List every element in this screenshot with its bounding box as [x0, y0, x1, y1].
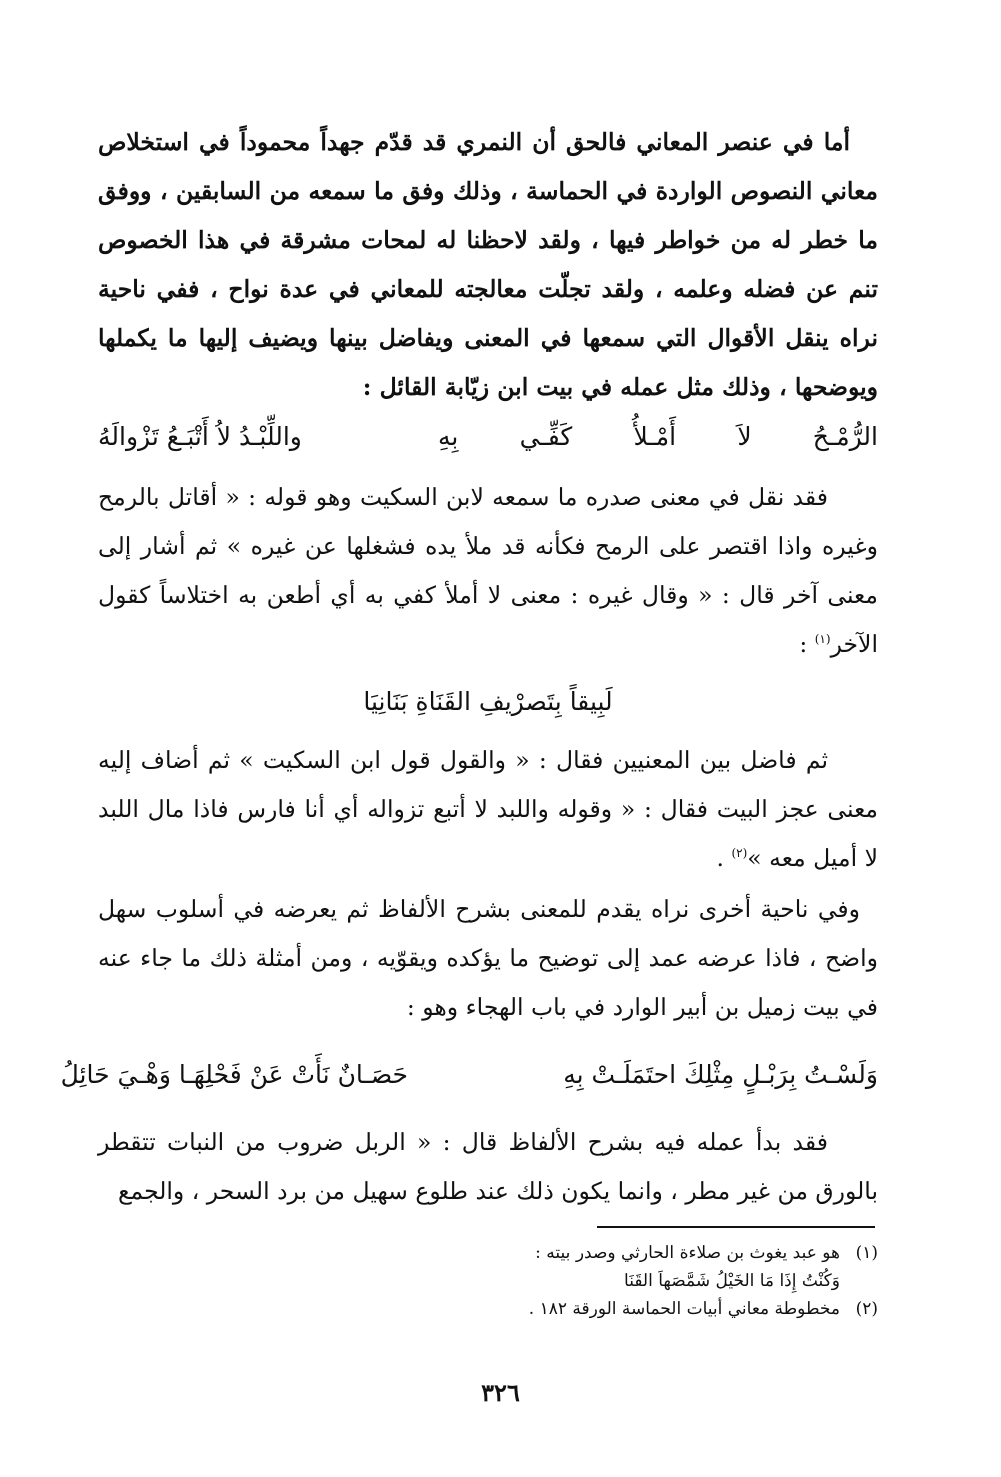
- footnote-2: [300, 1295, 878, 1323]
- verse-2-second-hemistich: حَصَـانٌ نَأَتْ عَنْ فَحْلِهَـا وَهْـيَ حَائِلُ: [60, 1060, 408, 1089]
- paragraph-1: أما في عنصر المعاني فالحق أن النمري قد قدّم جهداً محموداً في استخلاص معاني النصوص الواردة في الحماسة ، وذلك وفق ما سمعه من السابقين ، ووفق ما خطر له من خواطر فيها ، ولقد لاحظنا له لمحات مشرقة في هذا الخصوص تنم عن فضله وعلمه ، ولقد تجلّت معالجته للمعاني في عدة نواح ، ففي ناحية نراه ينقل الأقوال التي سمعها في المعنى ويفاضل بينها ويضيف إليها ما يكملها ويوضحها ، وذلك مثل عمله في بيت ابن زيّابة القائل :: [98, 128, 878, 401]
- verse-1-word: بِهِ: [438, 422, 459, 451]
- verse-1-first-hemistich: [438, 412, 878, 462]
- poem-verse-ibn-zayyaba: [98, 412, 878, 462]
- footnote-1: [300, 1239, 878, 1267]
- verse-1-word: أَمْـلأُ: [633, 422, 677, 451]
- footnote-divider: [597, 1226, 875, 1228]
- verse-1-word: الرُّمْـحُ: [812, 422, 878, 451]
- paragraph-2-text: فقد نقل في معنى صدره ما سمعه لابن السكيت وهو قوله : « أقاتل بالرمح وغيره واذا اقتصر على الرمح فكأنه قد ملأ يده فشغلها عن غيره » ثم أشار إلى معنى آخر قال : « وقال غيره : معنى لا أملأ كفي به أي أطعن به اختلاساً كقول الآخر: [98, 483, 878, 658]
- paragraph-2-end: :: [799, 630, 815, 658]
- verse-1-second-hemistich: واللِّبْـدُ لاُ أَتْبَـعُ تَزْوالَهُ: [98, 422, 302, 451]
- paragraph-4: وفي ناحية أخرى نراه يقدم للمعنى بشرح الألفاظ ثم يعرضه في أسلوب سهل واضح ، فاذا عرضه عمد إلى توضيح ما يؤكده ويقوّيه ، ومن أمثلة ذلك ما جاء عنه في بيت زميل بن أبير الوارد في باب الهجاء وهو :: [98, 895, 878, 1021]
- poem-verse-zumail: [60, 1050, 878, 1100]
- footnotes: [300, 1239, 878, 1323]
- footnote-1-text: هو عبد يغوث بن صلاءة الحارثي وصدر بيته :: [535, 1243, 840, 1263]
- footnote-ref-2: (٢): [731, 846, 748, 861]
- footnote-2-text: مخطوطة معاني أبيات الحماسة الورقة ١٨٢ .: [528, 1299, 840, 1319]
- footnote-1-verse: وَكُنْتُ إِذَا مَا الخَيْلُ شَمَّصَهاَ القَنَا: [624, 1271, 840, 1291]
- footnote-ref-1: (١): [814, 632, 831, 647]
- paragraph-2: [98, 473, 878, 669]
- paragraph-3-end: .: [716, 844, 732, 872]
- paragraph-5: فقد بدأ عمله فيه بشرح الألفاظ قال : « الربل ضروب من النبات تتقطر بالورق من غير مطر ، وانما يكون ذلك عند طلوع سهيل من برد السحر ، والجمع: [98, 1128, 878, 1205]
- paragraph-3: [98, 736, 878, 883]
- page-number: ٣٢٦: [481, 1378, 520, 1407]
- footnote-1-number: (١): [855, 1243, 878, 1263]
- paragraph-3-text: ثم فاضل بين المعنيين فقال : « والقول قول ابن السكيت » ثم أضاف إليه معنى عجز البيت فقال : « وقوله واللبد لا أتبع تزواله أي أنا فارس فاذا مال اللبد لا أميل معه »: [98, 746, 878, 872]
- verse-1-word: كَفِّـي: [519, 422, 573, 451]
- verse-2-first-hemistich: وَلَسْـتُ بِرَبْـلٍ مِثْلِكَ احتَمَلَـتْ بِهِ: [563, 1060, 878, 1089]
- quoted-hemistich: لَبِيقاً بِتَصرْيفِ القَنَاةِ بَنَانِيَا: [363, 687, 613, 716]
- verse-1-word: لاَ: [737, 422, 752, 451]
- footnote-2-number: (٢): [855, 1299, 878, 1319]
